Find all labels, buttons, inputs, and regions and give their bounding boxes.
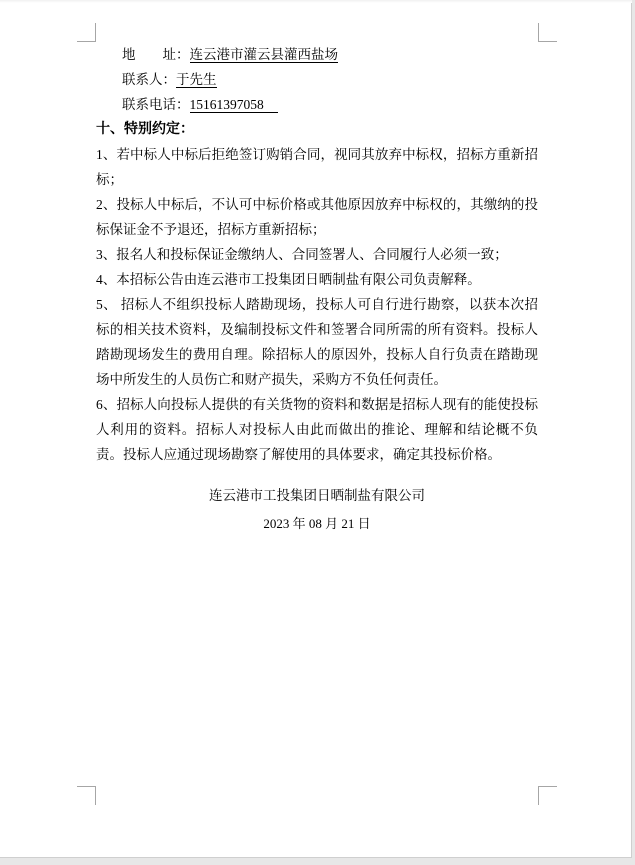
clause-item-5: 5、 招标人不组织投标人踏勘现场，投标人可自行进行勘察，以获本次招标的相关技术资料，及编制投标文件和签署合同所需的所有资料。投标人踏勘现场发生的费用自理。除招标人的原因外，投标人自行负责在踏勘现场中所发生的人员伤亡和财产损失，采购方不负任何责任。 [96, 297, 538, 387]
phone-value: 15161397058 [190, 97, 278, 113]
section-heading: 十、特别约定： [96, 122, 194, 137]
contact-person-value: 于先生 [176, 72, 217, 87]
page-top-shade [0, 0, 632, 3]
clause-item-3: 3、报名人和投标保证金缴纳人、合同签署人、合同履行人必须一致； [96, 247, 508, 262]
crop-mark-bottom-right [538, 786, 557, 805]
crop-mark-top-right [538, 23, 557, 42]
contact-person-row [96, 67, 538, 92]
clause-item-4: 4、本招标公告由连云港市工投集团日晒制盐有限公司负责解释。 [96, 272, 481, 287]
document-content [96, 42, 538, 536]
document-date: 2023 年 08 月 21 日 [263, 516, 371, 531]
company-signature: 连云港市工投集团日晒制盐有限公司 [209, 488, 425, 503]
clause-item-2: 2、投标人中标后，不认可中标价格或其他原因放弃中标权的，其缴纳的投标保证金不予退还，招标方重新招标； [96, 197, 538, 237]
address-value: 连云港市灌云县灌西盐场 [189, 47, 338, 62]
contact-person-label: 联系人： [122, 72, 176, 87]
phone-row [96, 92, 538, 117]
signature-block [96, 483, 538, 536]
address-row [96, 42, 538, 67]
phone-label: 联系电话： [122, 97, 190, 112]
crop-mark-top-left [77, 23, 96, 42]
clause-item-6: 6、招标人向投标人提供的有关货物的资料和数据是招标人现有的能使投标人利用的资料。招标人对投标人由此而做出的推论、理解和结论概不负责。投标人应通过现场勘察了解使用的具体要求，确定其投标价格。 [96, 397, 538, 462]
crop-mark-bottom-left [77, 786, 96, 805]
clause-item-1: 1、若中标人中标后拒绝签订购销合同，视同其放弃中标权，招标方重新招标； [96, 147, 538, 187]
address-label: 地 址： [122, 47, 190, 62]
